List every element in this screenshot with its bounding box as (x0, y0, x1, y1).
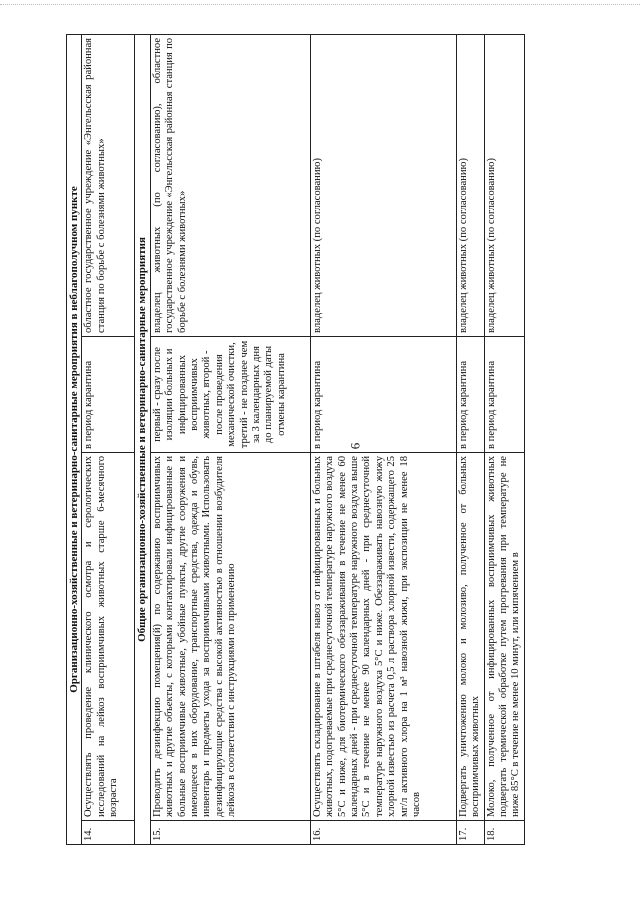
page-number: 6 (347, 442, 363, 450)
scan-edge-line (0, 4, 640, 5)
row-measure: Осуществлять проведение клинического осмотра и серологических исследований на лейкоз восприимчивых животных старше 6-месячного возраста (82, 453, 135, 821)
table-row (82, 34, 135, 844)
row-responsible: владелец животных (по согласованию) (484, 34, 524, 336)
table-row (484, 34, 524, 844)
row-number: 15. (150, 821, 310, 845)
section-title: Общие организационно-хозяйственные и ветеринарно-санитарные мероприятия (135, 34, 150, 844)
section-header (67, 34, 82, 844)
row-number: 16. (310, 821, 456, 845)
row-measure: Проводить дезинфекцию помещения(й) по содержанию восприимчивых животных и другие объекты, с которыми контактировали инфицированные и больные восприимчивые животные, убойные пункты, другие сооружения и имеющееся в них оборудование, транспортные средства, одежда и обувь, инвентарь и предметы ухода за восприимчивыми животными. Использовать дезинфицирующие средства с высокой активностью в отношении возбудителя лейкоза в соответствии с инструкциями по применению (150, 453, 310, 821)
row-measure: Осуществлять складирование в штабеля навоз от инфицированных и больных животных, подогреваемые при среднесуточной температуре наружного воздуха 5°С и ниже, для биотермического обеззараживания в течение не менее 60 календарных дней - при среднесуточной температуре наружного воздуха выше 5°С и в течение не менее 90 календарных дней - при среднесуточной температуре наружного воздуха 5°С и ниже. Обеззараживать навозную жижу хлорной известью из расчета 0,5 л раствора хлорной извести, содержащего 25 мг/л активного хлора на 1 м³ навозной жижи, при экспозиции не менее 18 часов (310, 453, 456, 821)
row-term: в период карантина (456, 337, 484, 453)
row-term: в период карантина (310, 337, 456, 453)
section-title: Организационно-хозяйственные и ветеринарно-санитарные мероприятия в неблагополучном пункте (67, 34, 82, 844)
row-term: первый - сразу после изоляции больных и инфицированных восприимчивых животных, второй - после проведения механической очистки, третий - не позднее чем за 3 календарных дня до планируемой даты отмены карантина (150, 337, 310, 453)
rotated-table-container (66, 35, 546, 845)
measures-table (66, 34, 525, 845)
row-term: в период карантина (82, 337, 135, 453)
row-number: 18. (484, 821, 524, 845)
row-number: 17. (456, 821, 484, 845)
table-row (150, 34, 310, 844)
table-row (456, 34, 484, 844)
row-measure: Подвергать уничтожению молоко и молозиво, полученное от больных восприимчивых животных (456, 453, 484, 821)
row-term: в период карантина (484, 337, 524, 453)
row-responsible: владелец животных (по согласованию) (456, 34, 484, 336)
row-responsible: областное государственное учреждение «Энгельсская районная станция по борьбе с болезнями животных» (82, 34, 135, 336)
row-measure: Молоко, полученное от инфицированных восприимчивых животных подвергать термической обработке путем прогревания при температуре не ниже 85°С в течение не менее 10 минут, или кипячением в (484, 453, 524, 821)
section-header (135, 34, 150, 844)
row-number: 14. (82, 821, 135, 845)
row-responsible: владелец животных (по согласованию) (310, 34, 456, 336)
row-responsible: владелец животных (по согласованию), областное государственное учреждение «Энгельсская районная станция по борьбе с болезнями животных» (150, 34, 310, 336)
table-row (310, 34, 456, 844)
